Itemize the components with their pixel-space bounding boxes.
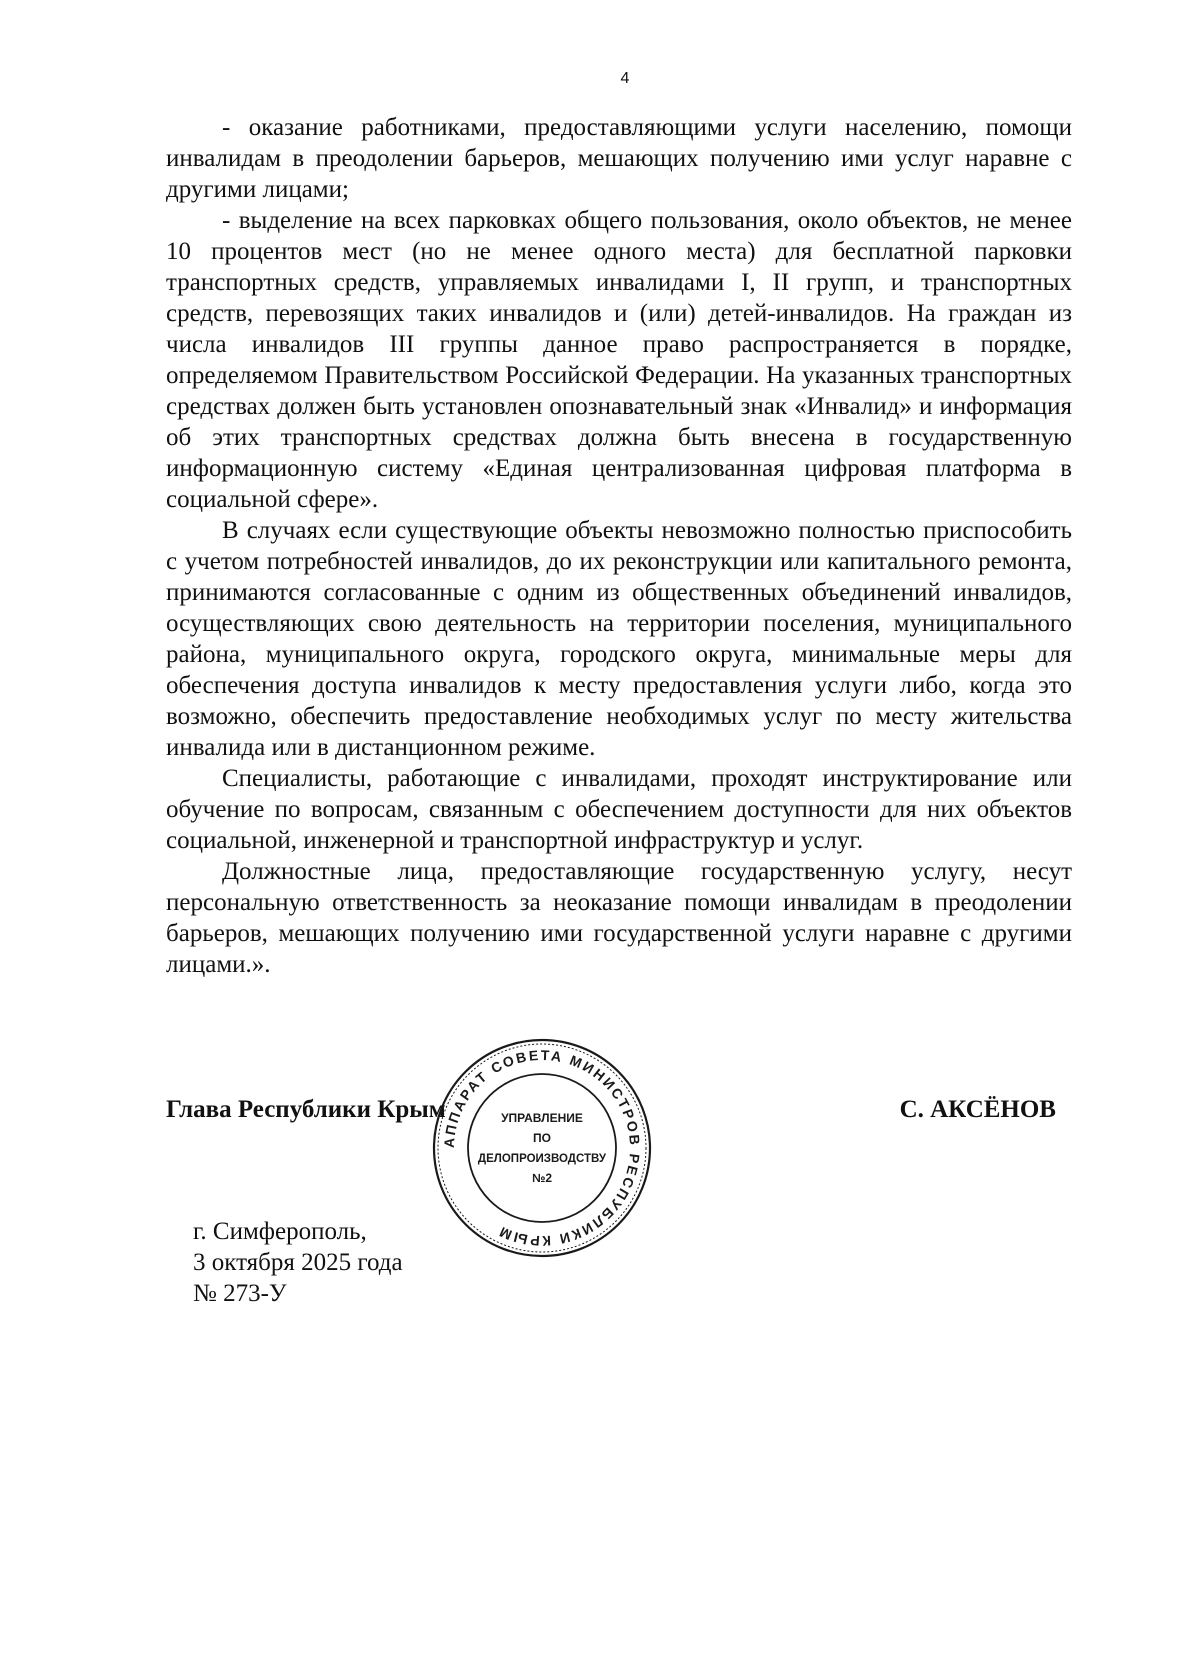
paragraph-4: Специалисты, работающие с инвалидами, проходят инструктирование или обучение по вопросам, связанным с обеспечением доступности для них объектов социальной, инженерной и транспортной инфраструктур и услуг.: [166, 765, 1072, 854]
document-details: [193, 1216, 403, 1309]
paragraph-3: В случаях если существующие объекты невозможно полностью приспособить с учетом потребностей инвалидов, до их реконструкции или капитального ремонта, принимаются согласованные с одним из общественных объединений инвалидов, осуществляющих свою деятельность на территории поселения, муниципального района, муниципального округа, городского округа, минимальные меры для обеспечения доступа инвалидов к месту предоставления услуги либо, когда это возможно, обеспечить предоставление необходимых услуг по месту жительства инвалида или в дистанционном режиме.: [166, 517, 1072, 761]
signatory-name: С. АКСЁНОВ: [899, 1096, 1056, 1123]
document-number: № 273-У: [193, 1280, 287, 1307]
stamp-dashed-ring: [438, 1044, 646, 1252]
paragraph-1: - оказание работниками, предоставляющими услуги населению, помощи инвалидам в преодолении барьеров, мешающих получению ими услуг наравне с другими лицами;: [166, 114, 1072, 203]
stamp-line-4: №2: [531, 1171, 553, 1185]
stamp-ring-text: [441, 1047, 643, 1249]
stamp-ring-textpath: АППАРАТ СОВЕТА МИНИСТРОВ РЕСПУБЛИКИ КРЫМ: [440, 1046, 644, 1250]
stamp-line-2: ПО: [533, 1131, 551, 1145]
stamp-inner-ring: [468, 1074, 616, 1222]
paragraph-2: - выделение на всех парковках общего пользования, около объектов, не менее 10 процентов мест (но не менее одного места) для бесплатной парковки транспортных средств, управляемых инвалидами I, II групп, и транспортных средств, перевозящих таких инвалидов и (или) детей-инвалидов. На граждан из числа инвалидов III группы данное право распространяется в порядке, определяемом Правительством Российской Федерации. На указанных транспортных средствах должен быть установлен опознавательный знак «Инвалид» и информация об этих транспортных средствах должна быть внесена в государственную информационную систему «Единая централизованная цифровая платформа в социальной сфере».: [166, 207, 1072, 513]
stamp-line-3: ДЕЛОПРОИЗВОДСТВУ: [477, 1153, 607, 1165]
paragraph-5: Должностные лица, предоставляющие государственную услугу, несут персональную ответственность за неоказание помощи инвалидам в преодолении барьеров, мешающих получению ими государственной услуги наравне с другими лицами.».: [166, 858, 1072, 978]
document-body: [166, 112, 1072, 980]
official-stamp: [430, 1036, 654, 1260]
page-number: 4: [620, 70, 630, 87]
document-date: 3 октября 2025 года: [193, 1249, 403, 1276]
stamp-line-1: УПРАВЛЕНИЕ: [501, 1111, 583, 1125]
signatory-title: Глава Республики Крым: [166, 1096, 446, 1123]
stamp-outer-ring: [434, 1040, 650, 1256]
document-city: г. Симферополь,: [193, 1218, 367, 1245]
